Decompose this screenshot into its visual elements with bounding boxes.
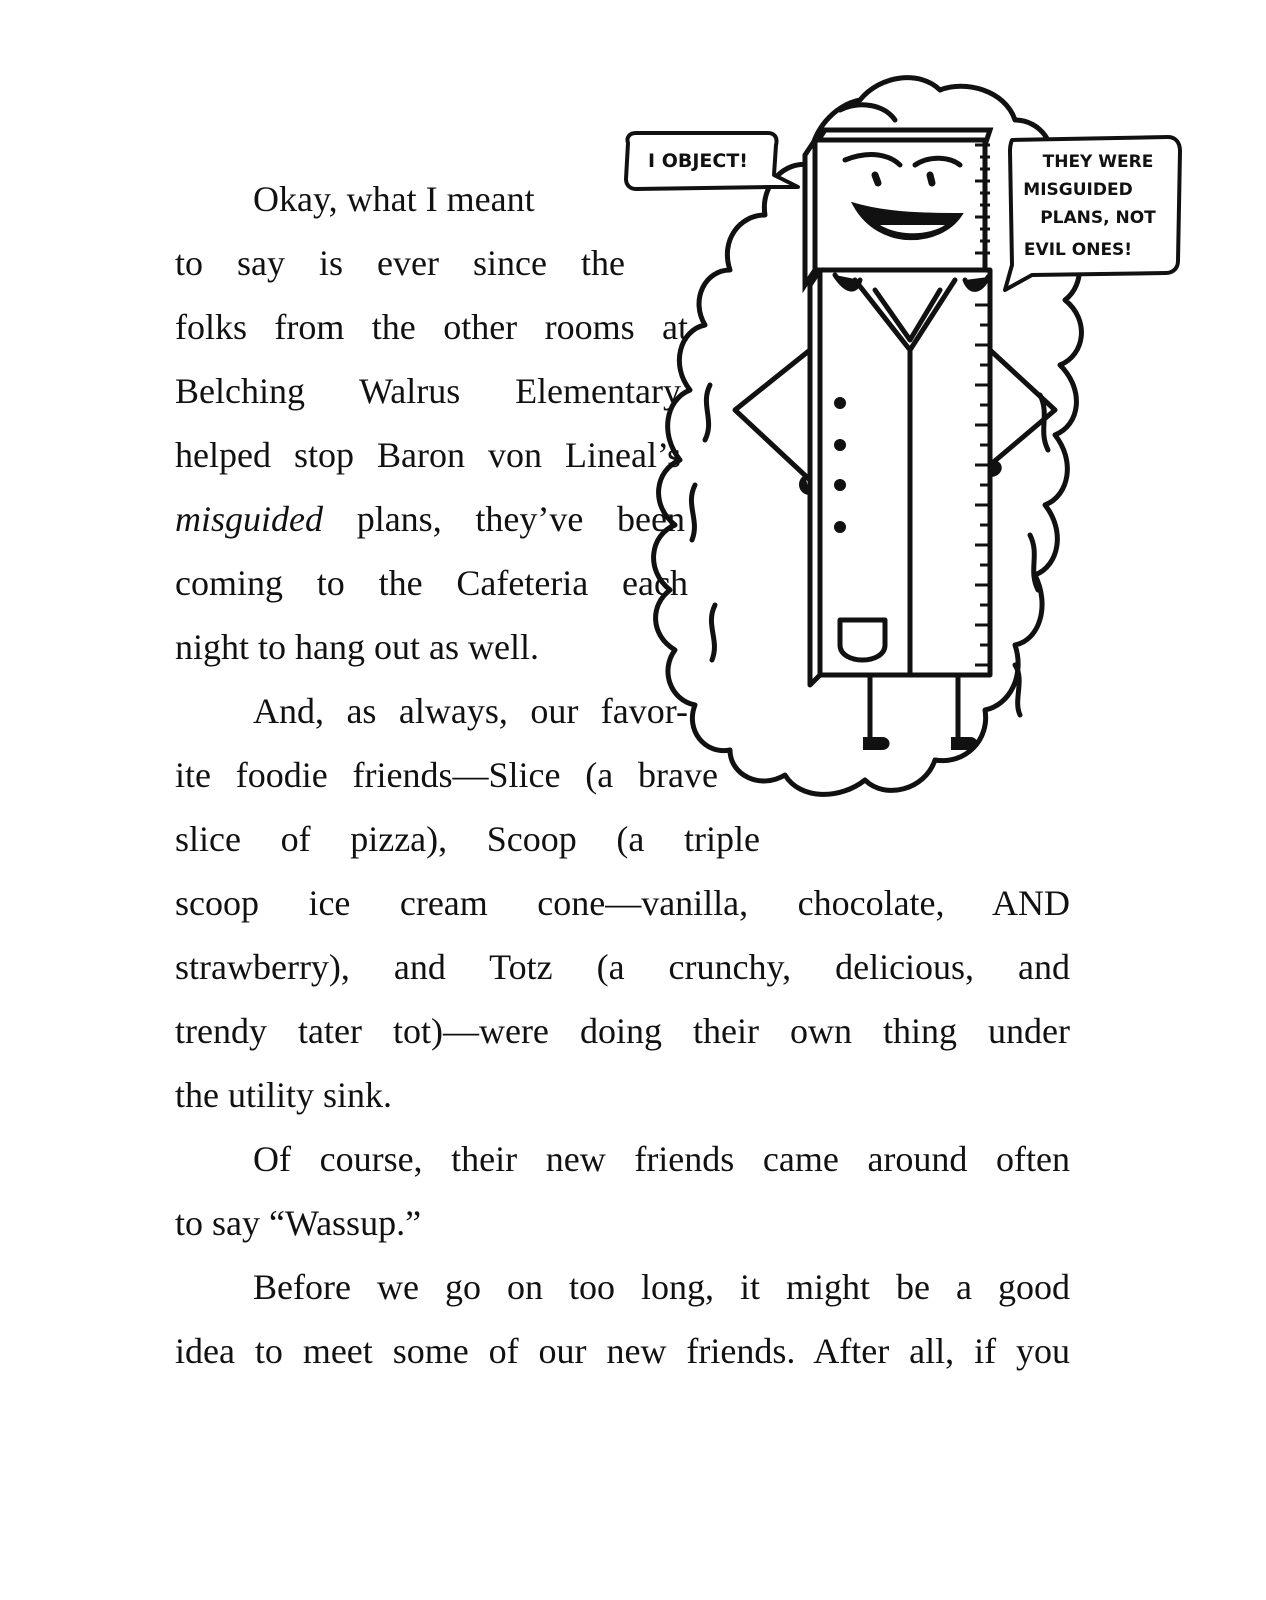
p2-line-2: ite foodie friends—Slice (a brave	[175, 755, 718, 795]
p1-line-6	[175, 487, 685, 551]
p2-line-6: trendy tater tot)—were doing their own thing under	[175, 1011, 1070, 1051]
right-bubble-line-1: THEY WERE	[1042, 152, 1154, 172]
p1-line-1: Okay, what I meant	[253, 179, 535, 219]
ruler-head	[805, 130, 990, 285]
italic-word: misguided	[175, 499, 323, 539]
p2-line-1: And, as always, our favor-	[253, 691, 688, 731]
speech-bubble-left	[626, 133, 798, 189]
right-bubble-line-3: PLANS, NOT	[1040, 208, 1156, 228]
ruler-character-illustration	[620, 65, 1190, 810]
p1-line-4: Belching Walrus Elementary	[175, 371, 681, 411]
p2-line-7: the utility sink.	[175, 1075, 393, 1115]
p1-line-8: night to hang out as well.	[175, 627, 539, 667]
p1-line-6-rest: plans, they’ve been	[323, 499, 685, 539]
p4-line-2: idea to meet some of our new friends. After all, if you	[175, 1331, 1070, 1371]
p2-line-4: scoop ice cream cone—vanilla, chocolate, AND	[175, 883, 1070, 923]
p1-line-5: helped stop Baron von Lineal’s	[175, 435, 681, 475]
left-bubble-text: I OBJECT!	[648, 150, 748, 172]
right-bubble-line-4: EVIL ONES!	[1023, 240, 1133, 260]
feet	[863, 737, 978, 750]
p4-line-1: Before we go on too long, it might be a good	[253, 1267, 1070, 1307]
p3-line-2: to say “Wassup.”	[175, 1203, 422, 1243]
p1-line-3: folks from the other rooms at	[175, 307, 688, 347]
p1-line-2: to say is ever since the	[175, 243, 625, 283]
lab-coat	[810, 270, 990, 685]
speech-bubble-right	[1005, 137, 1180, 290]
legs	[870, 675, 958, 740]
p3-line-1: Of course, their new friends came around often	[253, 1139, 1070, 1179]
p2-line-5: strawberry), and Totz (a crunchy, delicious, and	[175, 947, 1070, 987]
p2-line-3: slice of pizza), Scoop (a triple	[175, 819, 760, 859]
right-bubble-line-2: MISGUIDED	[1023, 180, 1133, 200]
p1-line-7: coming to the Cafeteria each	[175, 563, 688, 603]
